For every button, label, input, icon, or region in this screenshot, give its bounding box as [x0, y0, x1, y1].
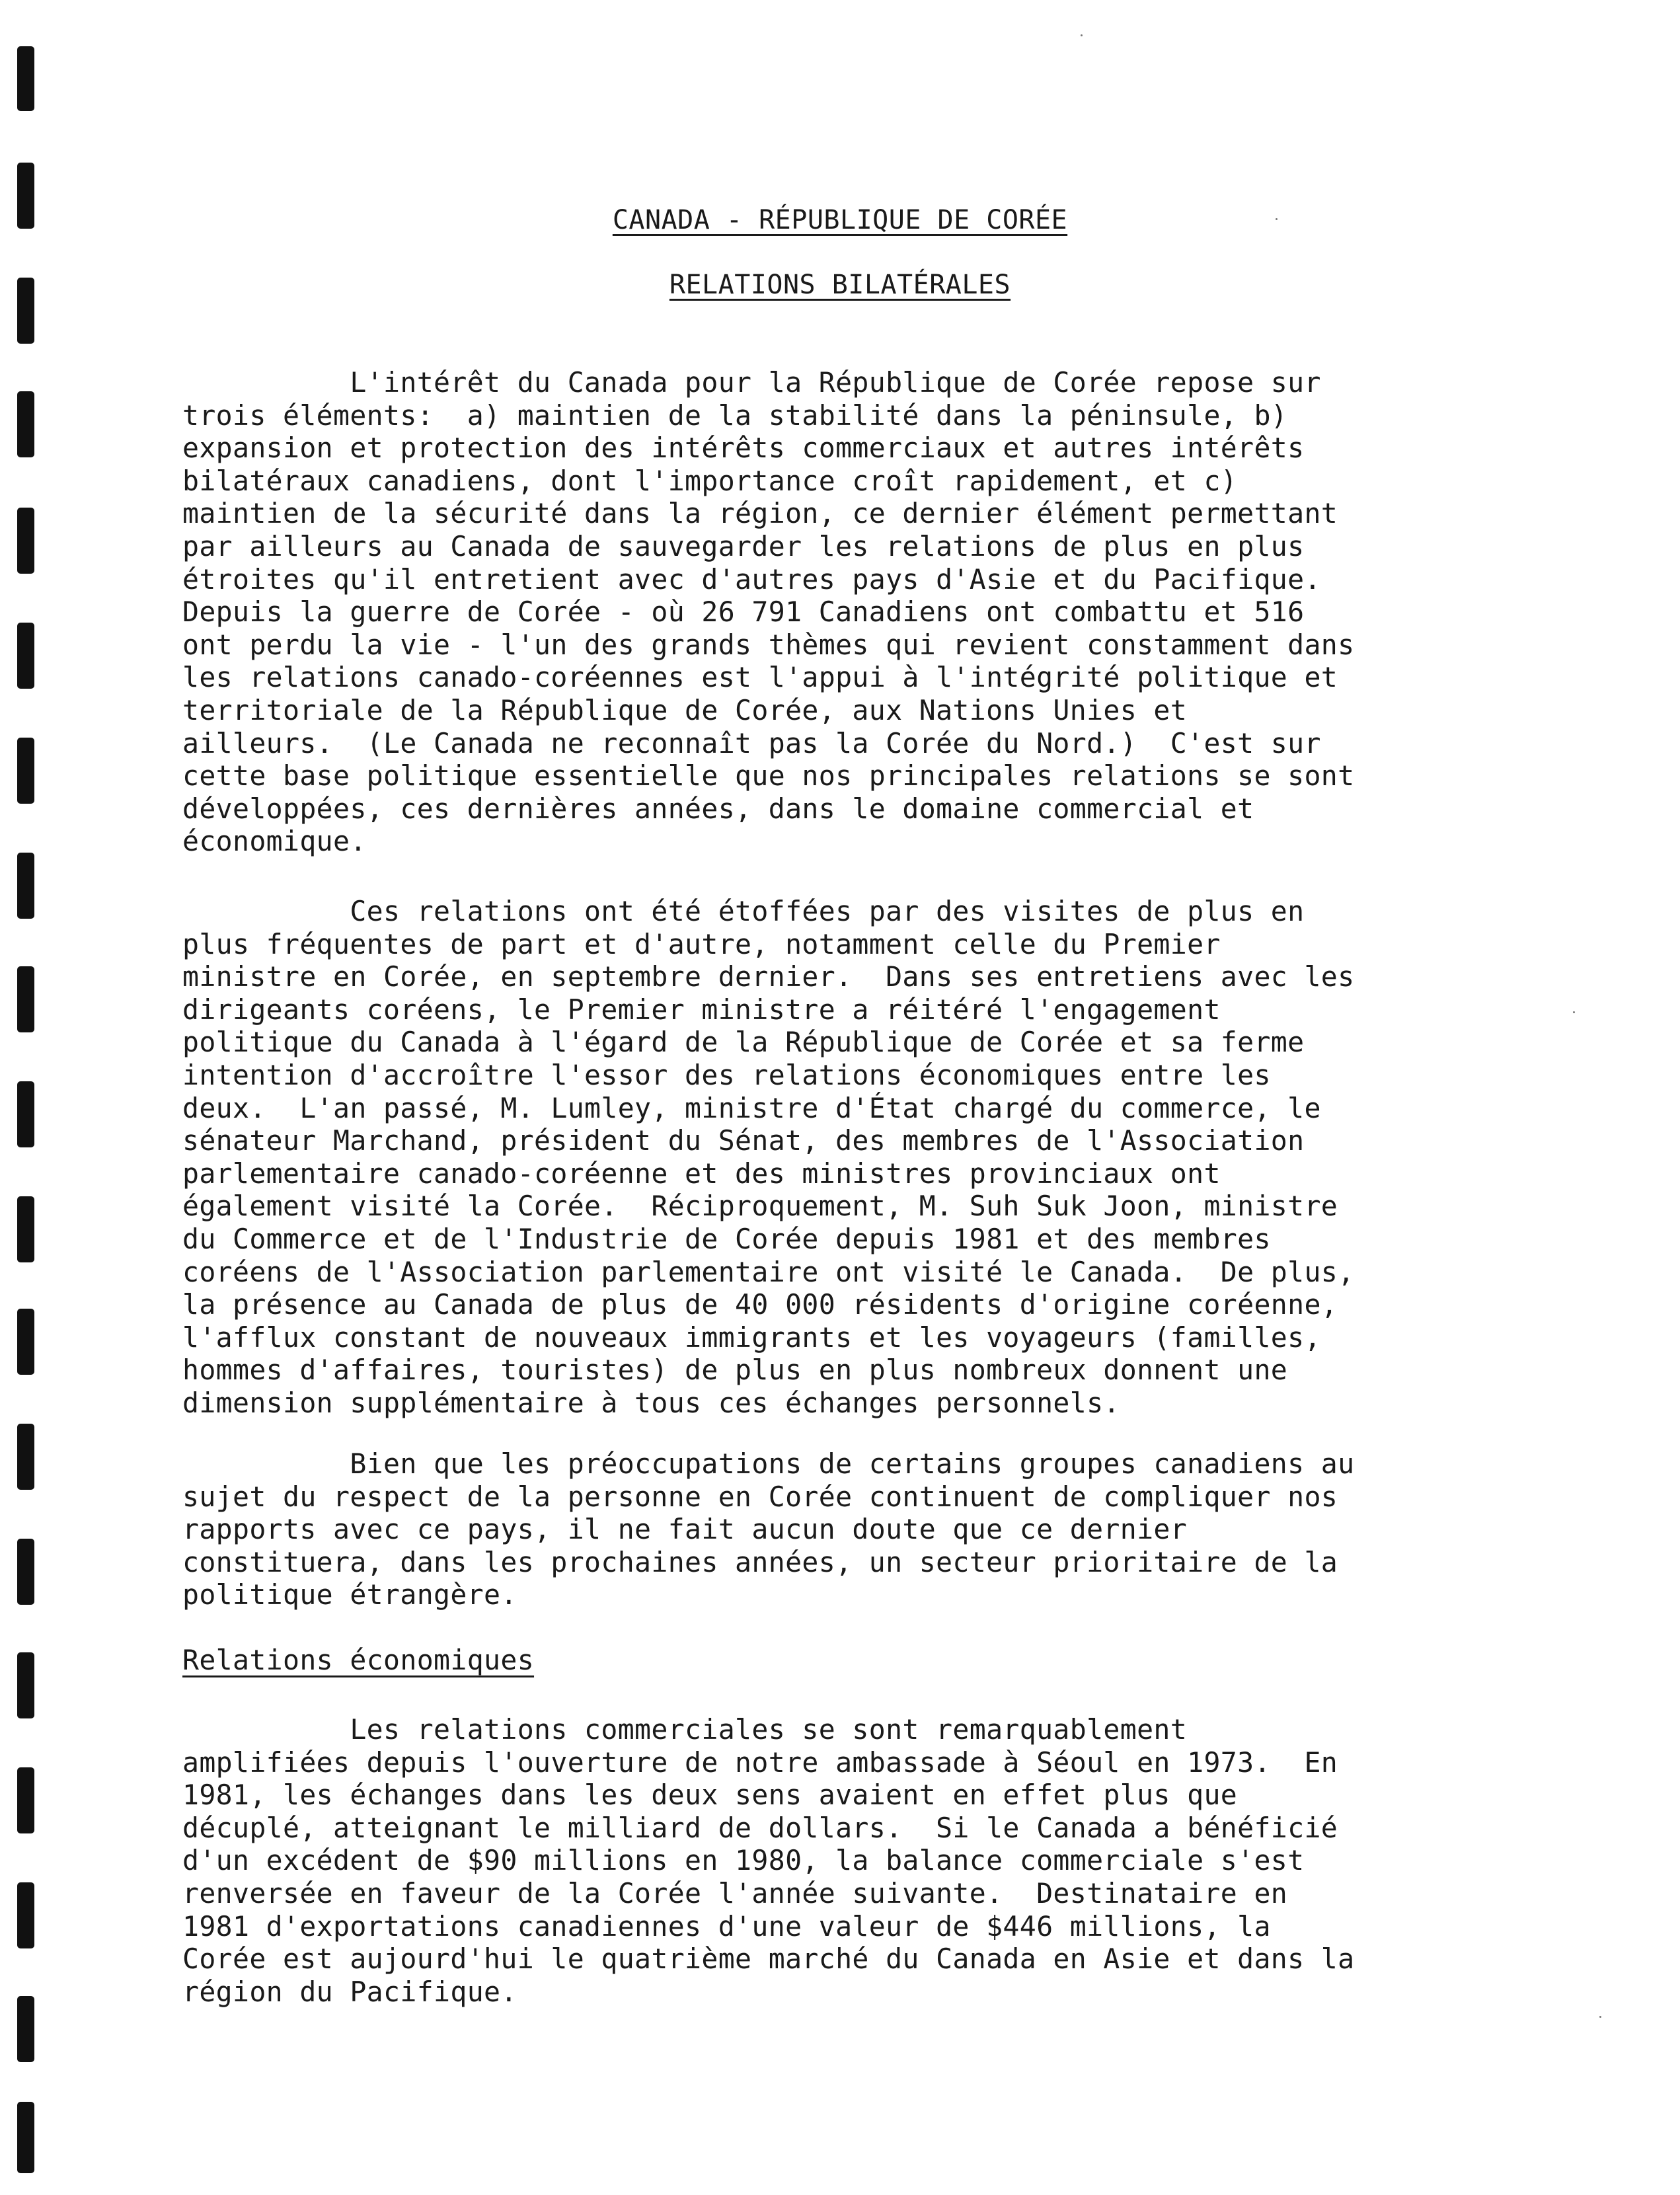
body-paragraph: Bien que les préoccupations de certains groupes canadiens au sujet du respect de la personne en Corée continuent de compliquer nos rapports avec ce pays, il ne fait aucun doute que ce dernier constituera, dans les prochaines années, un secteur prioritaire de la politique étrangère. — [182, 1447, 1355, 1611]
binding-mark — [17, 966, 34, 1032]
document-title-text: CANADA - RÉPUBLIQUE DE CORÉE — [612, 205, 1068, 235]
binding-mark — [17, 1996, 34, 2062]
section-paragraph: Les relations commerciales se sont remarquablement amplifiées depuis l'ouverture de notre ambassade à Séoul en 1973. En 1981, les échanges dans les deux sens avaient en effet plus que décuplé, atteignant le milliard de dollars. Si le Canada a bénéficié d'un excédent de $90 millions en 1980, la balance commerciale s'est renversée en faveur de la Corée l'année suivante. Destinataire en 1981 d'exportations canadiennes d'une valeur de $446 millions, la Corée est aujourd'hui le quatrième marché du Canada en Asie et dans la région du Pacifique. — [182, 1713, 1355, 2008]
section-heading: Relations économiques — [182, 1644, 535, 1676]
binding-mark — [17, 2102, 34, 2173]
binding-mark — [17, 391, 34, 457]
body-paragraph: Ces relations ont été étoffées par des visites de plus en plus fréquentes de part et d'autre, notamment celle du Premier ministre en Corée, en septembre dernier. Dans ses entretiens avec les dirigeants coréens, le Premier ministre a réitéré l'engagement politique du Canada à l'égard de la République de Corée et sa ferme intention d'accroître l'essor des relations économiques entre les deux. L'an passé, M. Lumley, ministre d'État chargé du commerce, le sénateur Marchand, président du Sénat, des membres de l'Association parlementaire canado-coréenne et des ministres provinciaux ont également visité la Corée. Réciproquement, M. Suh Suk Joon, ministre du Commerce et de l'Industrie de Corée depuis 1981 et des membres coréens de l'Association parlementaire ont visité le Canada. De plus, la présence au Canada de plus de 40 000 résidents d'origine coréenne, l'afflux constant de nouveaux immigrants et les voyageurs (familles, hommes d'affaires, touristes) de plus en plus nombreux donnent une dimension supplémentaire à tous ces échanges personnels. — [182, 895, 1355, 1419]
document-title — [0, 204, 1680, 237]
binding-mark — [17, 853, 34, 919]
binding-mark — [17, 1424, 34, 1490]
binding-mark — [17, 1539, 34, 1605]
binding-mark — [17, 738, 34, 804]
scan-speck — [1573, 1011, 1575, 1013]
binding-mark — [17, 1652, 34, 1718]
scan-speck — [1599, 2016, 1601, 2018]
binding-mark — [17, 1196, 34, 1262]
binding-mark — [17, 1309, 34, 1375]
document-subtitle-text: RELATIONS BILATÉRALES — [669, 270, 1011, 300]
binding-mark — [17, 46, 34, 111]
binding-mark — [17, 1882, 34, 1948]
body-paragraph: L'intérêt du Canada pour la République de Corée repose sur trois éléments: a) maintien de la stabilité dans la péninsule, b) expansion et protection des intérêts commerciaux et autres intérêts bilatéraux canadiens, dont l'importance croît rapidement, et c) maintien de la sécurité dans la région, ce dernier élément permettant par ailleurs au Canada de sauvegarder les relations de plus en plus étroites qu'il entretient avec d'autres pays d'Asie et du Pacifique. Depuis la guerre de Corée - où 26 791 Canadiens ont combattu et 516 ont perdu la vie - l'un des grands thèmes qui revient constamment dans les relations canado-coréennes est l'appui à l'intégrité politique et territoriale de la République de Corée, aux Nations Unies et ailleurs. (Le Canada ne reconnaît pas la Corée du Nord.) C'est sur cette base politique essentielle que nos principales relations se sont développées, ces dernières années, dans le domaine commercial et économique. — [182, 366, 1355, 858]
binding-mark — [17, 1767, 34, 1833]
document-subtitle — [0, 268, 1680, 301]
binding-mark — [17, 623, 34, 689]
scan-speck — [1081, 34, 1083, 36]
binding-mark — [17, 508, 34, 574]
binding-mark — [17, 1081, 34, 1147]
